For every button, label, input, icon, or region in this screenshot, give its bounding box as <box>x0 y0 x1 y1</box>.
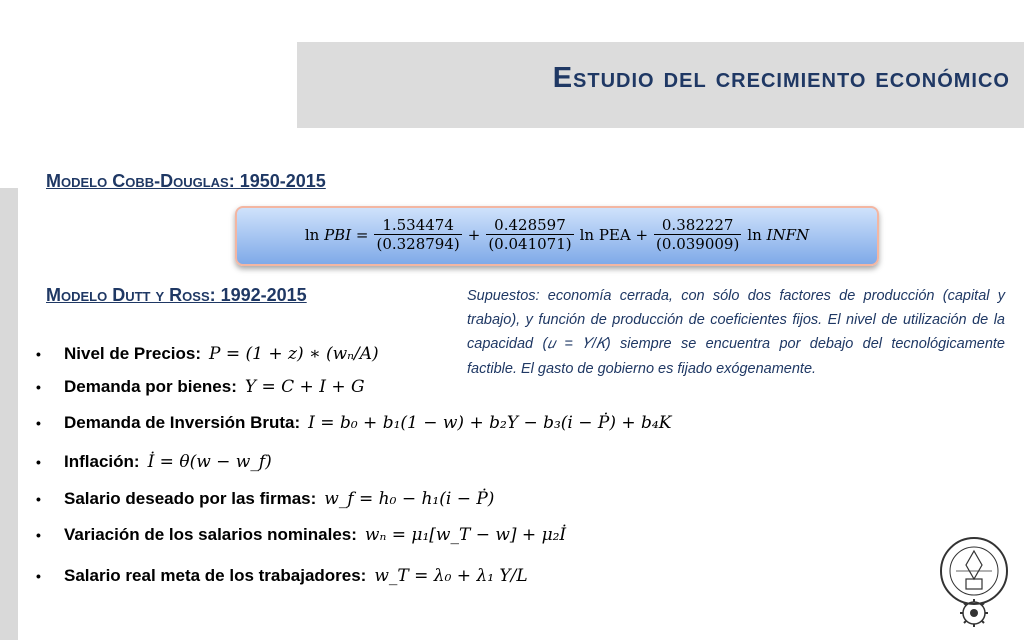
bullet-equation: 𝐼 = 𝑏₀ + 𝑏₁(1 − 𝑤) + 𝑏₂𝑌 − 𝑏₃(𝑖 − Ṗ) + 𝑏₄𝐾 <box>308 413 672 433</box>
term2-variable: ln PEA + <box>579 226 649 244</box>
term2-coefficient: 0.428597 <box>494 216 566 234</box>
term3-variable: ln 𝐼𝑁𝐹𝑁 <box>747 226 810 244</box>
bullet-icon: • <box>36 415 41 431</box>
term2-standard-error: (0.041071) <box>488 235 572 253</box>
bullet-equation: 𝑤_f = ℎ₀ − ℎ₁(𝑖 − Ṗ) <box>324 489 495 509</box>
bullet-icon: • <box>36 568 41 584</box>
cobb-douglas-equation-box <box>235 206 879 266</box>
bullet-equation: 𝑤ₙ = 𝜇₁[𝑤_T − 𝑤] + 𝜇₂İ <box>364 525 567 545</box>
bullet-label: Salario real meta de los trabajadores: <box>64 566 367 585</box>
list-item <box>36 452 272 472</box>
bullet-equation: 𝑌 = 𝐶 + 𝐼 + 𝐺 <box>244 377 365 397</box>
bullet-equation: 𝑃 = (1 + 𝑧) ∗ (𝑤ₙ/𝐴) <box>209 344 379 364</box>
bullet-icon: • <box>36 454 41 470</box>
dutt-ross-heading: Modelo Dutt y Ross: 1992-2015 <box>46 285 307 305</box>
term1-standard-error: (0.328794) <box>376 235 460 253</box>
bullet-icon: • <box>36 379 41 395</box>
list-item <box>36 344 379 364</box>
bullet-label: Variación de los salarios nominales: <box>64 525 357 544</box>
bullet-label: Demanda por bienes: <box>64 377 237 396</box>
bullet-icon: • <box>36 346 41 362</box>
cobb-douglas-heading: Modelo Cobb-Douglas: 1950-2015 <box>46 171 326 191</box>
term3-standard-error: (0.039009) <box>656 235 740 253</box>
term1-coefficient: 1.534474 <box>382 216 454 234</box>
term3-fraction <box>654 216 741 254</box>
equation-lhs: ln 𝑃𝐵𝐼 = <box>304 226 369 244</box>
left-decorative-bar <box>0 188 18 640</box>
bullet-equation: 𝑤_T = 𝜆₀ + 𝜆₁ 𝑌/𝐿 <box>374 566 528 586</box>
slide-title: Estudio del crecimiento económico <box>552 62 1010 94</box>
cobb-douglas-equation <box>237 216 877 254</box>
bullet-label: Salario deseado por las firmas: <box>64 489 317 508</box>
list-item <box>36 525 566 545</box>
bullet-label: Inflación: <box>64 452 140 471</box>
term1-fraction <box>374 216 461 254</box>
bullet-label: Demanda de Inversión Bruta: <box>64 413 301 432</box>
plus-sign: + <box>467 226 481 244</box>
bullet-label: Nivel de Precios: <box>64 344 202 363</box>
title-band <box>297 42 1024 128</box>
bullet-equation: İ = 𝜃(𝑤 − 𝑤_f) <box>147 452 272 472</box>
term3-coefficient: 0.382227 <box>661 216 734 234</box>
term2-fraction <box>486 216 573 254</box>
bullet-icon: • <box>36 527 41 543</box>
list-item <box>36 413 671 433</box>
assumptions-paragraph: Supuestos: economía cerrada, con sólo dos factores de producción (capital y trabajo), y función de producción de coeficientes fijos. El nivel de utilización de la capacidad (𝑢 = 𝑌/𝐾) siempre se encuentra por debajo del tecnológicamente factible. El gasto de gobierno es fijado exógenamente. <box>467 288 1005 377</box>
list-item <box>36 489 494 509</box>
university-seal-icon <box>938 535 1010 627</box>
list-item <box>36 566 528 586</box>
bullet-icon: • <box>36 491 41 507</box>
list-item <box>36 377 365 397</box>
